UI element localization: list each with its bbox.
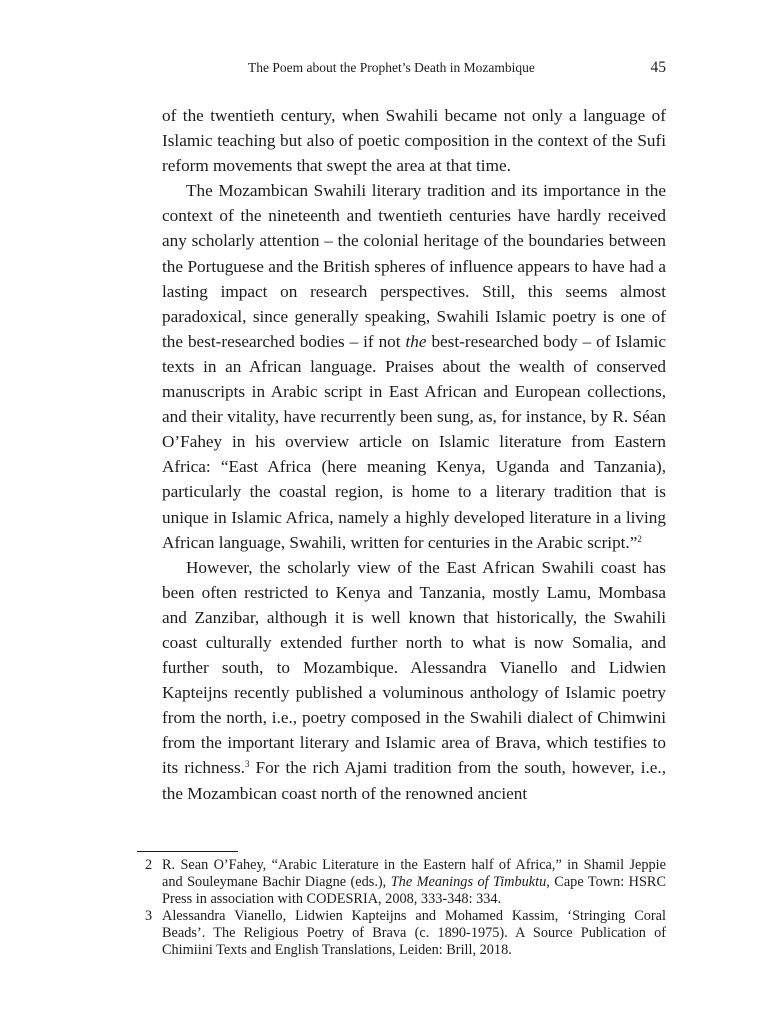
footnote-text-a: R. Sean O’Fahey, “Arabic Literature in the Eastern half of Africa,” in Shamil Jeppie and Souleymane Bachir Diagne (eds.), xyxy=(162,857,666,890)
paragraph-3-text-a: However, the scholarly view of the East African Swahili coast has been often restricted to Kenya and Tanzania, mostly Lamu, Mombasa and Zanzibar, although it is well known that historically, the Swahili coast culturally extended further north to what is now Somalia, and further south, to Mozambique. Alessandra Vianello and Lidwien Kapteijns recently published a voluminous anthology of Islamic poetry from the north, i.e., poetry composed in the Swahili dialect of Chimwini from the important literary and Islamic area of Brava, which testifies to its richness. xyxy=(162,557,666,778)
footnote-divider xyxy=(137,851,238,852)
footnote-text-b: , Cape Town: HSRC Press in association with CODESRIA, 2008, 333-348: 334. xyxy=(162,874,666,907)
paragraph-1 xyxy=(162,103,666,178)
footnote-book-title: The Meanings of Timbuktu xyxy=(390,874,547,890)
footnote-number: 2 xyxy=(145,857,153,873)
footnote-text xyxy=(162,857,666,908)
footnote-text: Alessandra Vianello, Lidwien Kapteijns and Mohamed Kassim, ‘Stringing Coral Beads’. The Religious Poetry of Brava (c. 1890-1975). A Source Publication of Chimiini Texts and English Translations, Leiden: Brill, 2018. xyxy=(162,908,666,958)
footnotes xyxy=(145,857,666,959)
footnote-3 xyxy=(145,908,666,959)
paragraph-2-text-a: The Mozambican Swahili literary tradition and its importance in the context of the nineteenth and twentieth centuries have hardly received any scholarly attention – the colonial heritage of the boundaries between the Portuguese and the British spheres of influence appears to have had a lasting impact on research perspectives. Still, this seems almost paradoxical, since generally speaking, Swahili Islamic poetry is one of the best-researched bodies – if not xyxy=(162,181,666,351)
footnote-number: 3 xyxy=(145,908,153,924)
footnote-2 xyxy=(145,857,666,908)
footnote-ref-2[interactable]: 2 xyxy=(637,533,642,544)
paragraph-3 xyxy=(162,555,666,806)
page-number: 45 xyxy=(650,59,666,76)
paragraph-3-text-b: For the rich Ajami tradition from the south, however, i.e., the Mozambican coast north of the renowned ancient xyxy=(162,758,667,803)
running-head xyxy=(162,58,666,78)
footnote-ref-3[interactable]: 3 xyxy=(244,759,250,770)
paragraph-2-emphasis: the xyxy=(405,331,427,351)
paragraph-1-text: of the twentieth century, when Swahili became not only a language of Islamic teaching but also of poetic composition in the context of the Sufi reform movements that swept the area at that time. xyxy=(162,106,666,176)
running-title: The Poem about the Prophet’s Death in Mozambique xyxy=(248,60,535,75)
paragraph-2-text-b: best-researched body – of Islamic texts in an African language. Praises about the wealth of conserved manuscripts in Arabic script in East African and European collections, and their vitality, have recurrently been sung, as, for instance, by R. Séan O’Fahey in his overview article on Islamic literature from Eastern Africa: “East Africa (here meaning Kenya, Uganda and Tanzania), particularly the coastal region, is home to a literary tradition that is unique in Islamic Africa, namely a highly developed literature in a living African language, Swahili, written for centuries in the Arabic script.” xyxy=(162,331,666,552)
body-text xyxy=(162,103,666,806)
paragraph-2 xyxy=(162,178,666,554)
